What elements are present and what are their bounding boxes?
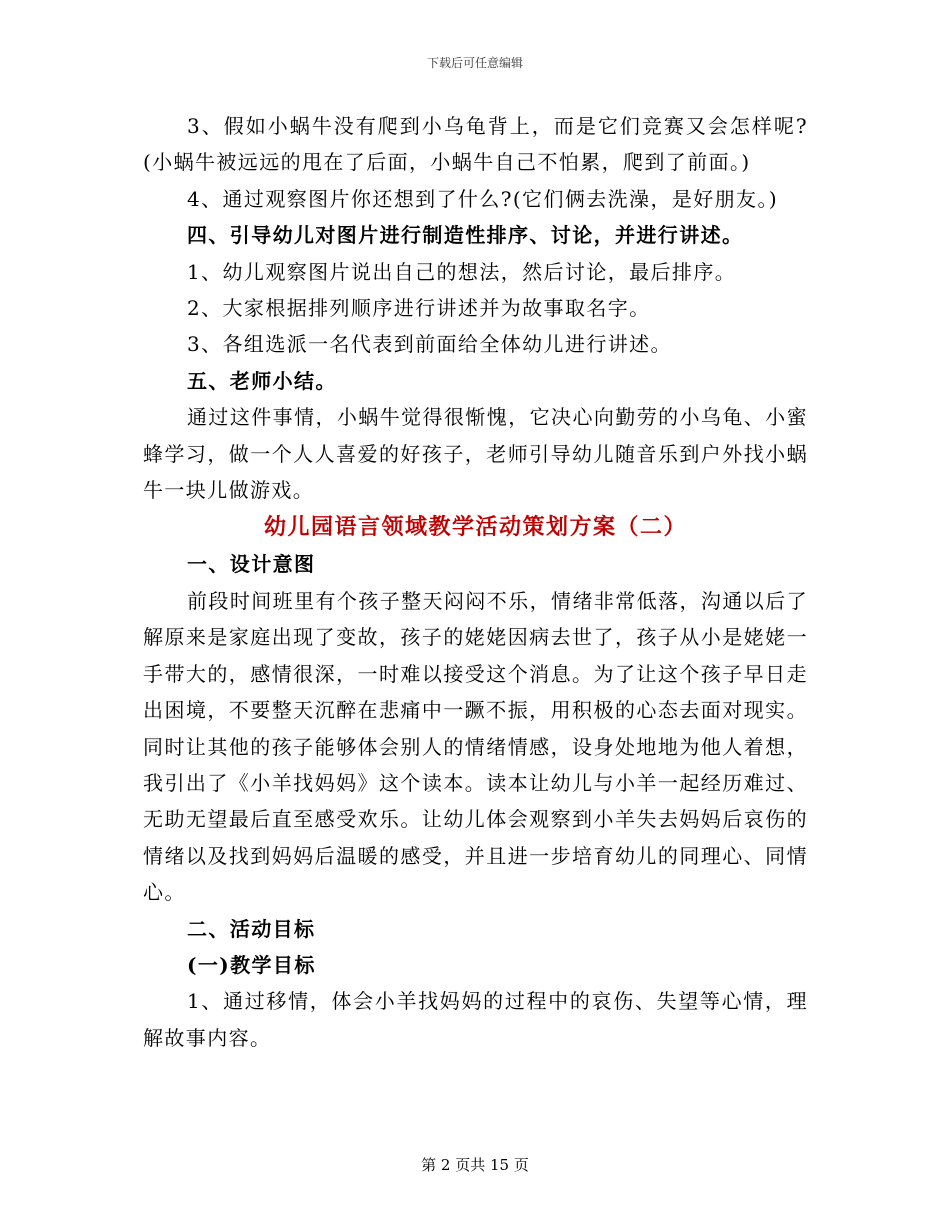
paragraph: 3、假如小蜗牛没有爬到小乌龟背上，而是它们竞赛又会怎样呢?(小蜗牛被远远的甩在了后面，小蜗牛自己不怕累，爬到了前面。) (143, 114, 808, 175)
paragraph: 2、大家根据排列顺序进行讲述并为故事取名字。 (187, 296, 651, 321)
paragraph: 通过这件事情，小蜗牛觉得很惭愧，它决心向勤劳的小乌龟、小蜜蜂学习，做一个人人喜爱的好孩子，老师引导幼儿随音乐到户外找小蜗牛一块儿做游戏。 (143, 405, 808, 503)
section-heading: 一、设计意图 (187, 552, 316, 577)
paragraph: 1、通过移情，体会小羊找妈妈的过程中的哀伤、失望等心情，理解故事内容。 (143, 989, 808, 1050)
section-heading: 五、老师小结。 (187, 368, 337, 393)
paragraph: 3、各组选派一名代表到前面给全体幼儿进行讲述。 (187, 332, 672, 357)
paragraph: 1、幼儿观察图片说出自己的想法，然后讨论，最后排序。 (187, 259, 737, 284)
document-body (143, 108, 808, 1056)
section-heading: 四、引导幼儿对图片进行制造性排序、讨论，并进行讲述。 (187, 223, 744, 248)
page-footer: 第 2 页共 15 页 (421, 1156, 529, 1174)
paragraph: 4、通过观察图片你还想到了什么?(它们俩去洗澡，是好朋友。) (187, 186, 779, 211)
paragraph: 前段时间班里有个孩子整天闷闷不乐，情绪非常低落，沟通以后了解原来是家庭出现了变故，孩子的姥姥因病去世了，孩子从小是姥姥一手带大的，感情很深，一时难以接受这个消息。为了让这个孩子早日走出困境，不要整天沉醉在悲痛中一蹶不振，用积极的心态去面对现实。同时让其他的孩子能够体会别人的情绪情感，设身处地地为他人着想，我引出了《小羊找妈妈》这个读本。读本让幼儿与小羊一起经历难过、无助无望最后直至感受欢乐。让幼儿体会观察到小羊失去妈妈后哀伤的情绪以及找到妈妈后温暖的感受，并且进一步培育幼儿的同理心、同情心。 (143, 588, 808, 905)
page-header: 下载后可任意编辑 (426, 56, 523, 70)
document-title: 幼儿园语言领域教学活动策划方案（二） (263, 514, 687, 541)
subsection-heading: (一)教学目标 (187, 952, 316, 977)
section-heading: 二、活动目标 (187, 916, 316, 941)
